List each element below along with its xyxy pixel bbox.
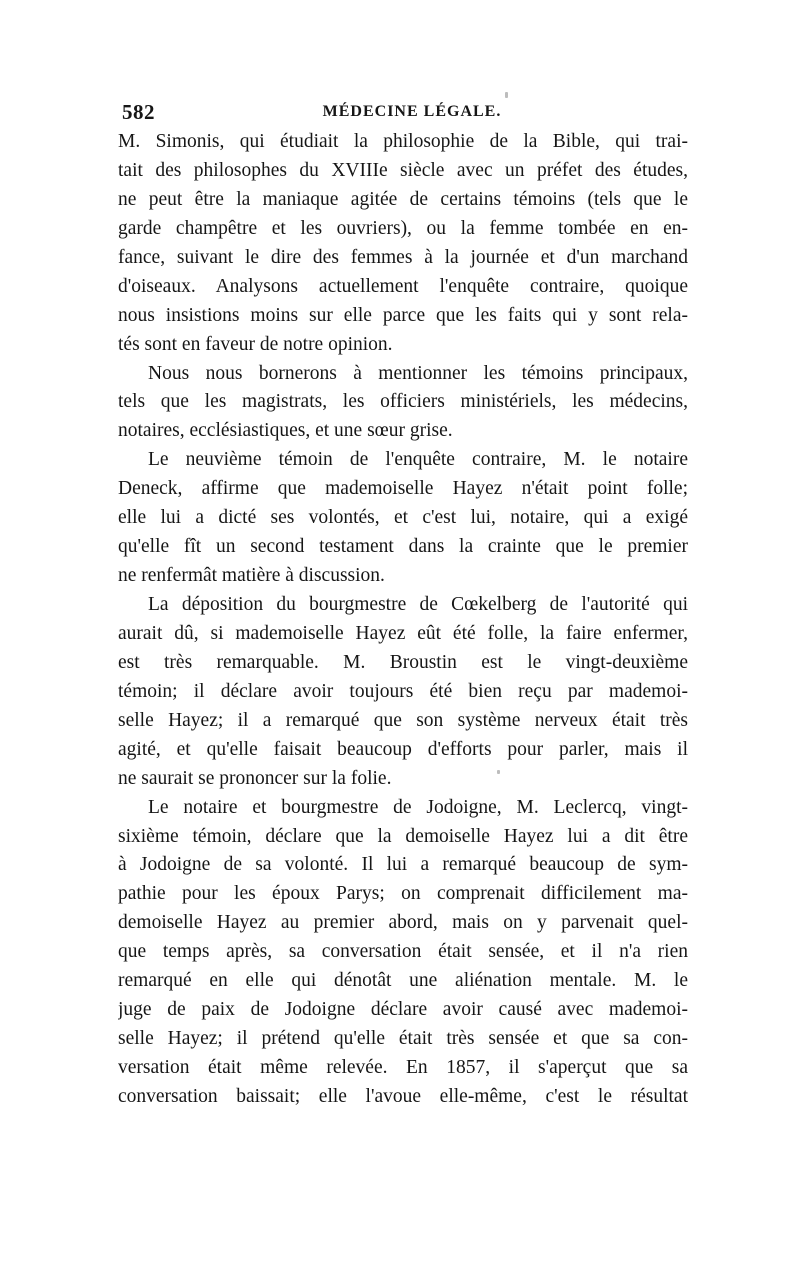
text-line: selle Hayez; il a remarqué que son système nerveux était très bbox=[118, 709, 688, 731]
text-line: elle lui a dicté ses volontés, et c'est lui, notaire, qui a exigé bbox=[118, 507, 688, 529]
text-line: remarqué en elle qui dénotât une aliénation mentale. M. le bbox=[118, 970, 688, 992]
text-line: M. Simonis, qui étudiait la philosophie de la Bible, qui trai- bbox=[118, 131, 688, 152]
text-line: que temps après, sa conversation était sensée, et il n'a rien bbox=[118, 941, 688, 963]
text-line: agité, et qu'elle faisait beaucoup d'efforts pour parler, mais il bbox=[118, 738, 688, 760]
page-header bbox=[122, 100, 682, 130]
text-line: à Jodoigne de sa volonté. Il lui a remarqué beaucoup de sym- bbox=[118, 854, 688, 876]
text-line: selle Hayez; il prétend qu'elle était très sensée et que sa con- bbox=[118, 1028, 688, 1050]
text-line: sixième témoin, déclare que la demoiselle Hayez lui a dit être bbox=[118, 825, 688, 847]
text-line: témoin; il déclare avoir toujours été bien reçu par mademoi- bbox=[118, 680, 688, 702]
text-line: est très remarquable. M. Broustin est le vingt-deuxième bbox=[118, 651, 688, 673]
scan-speck bbox=[505, 92, 508, 98]
text-line: ne renfermât matière à discussion. bbox=[118, 565, 385, 587]
text-line: d'oiseaux. Analysons actuellement l'enquête contraire, quoique bbox=[118, 275, 688, 297]
text-line: La déposition du bourgmestre de Cœkelberg de l'autorité qui bbox=[148, 594, 688, 615]
text-line: demoiselle Hayez au premier abord, mais on y parvenait quel- bbox=[118, 912, 688, 934]
text-line: juge de paix de Jodoigne déclare avoir causé avec mademoi- bbox=[118, 999, 688, 1021]
text-line: notaires, ecclésiastiques, et une sœur grise. bbox=[118, 420, 453, 442]
text-line: tés sont en faveur de notre opinion. bbox=[118, 333, 393, 355]
text-line: nous insistions moins sur elle parce que les faits qui y sont rela- bbox=[118, 304, 688, 326]
text-line: Le notaire et bourgmestre de Jodoigne, M. Leclercq, vingt- bbox=[148, 796, 688, 818]
text-line: garde champêtre et les ouvriers), ou la femme tombée en en- bbox=[118, 217, 688, 239]
scan-speck bbox=[497, 770, 500, 774]
text-line: tait des philosophes du XVIIIe siècle avec un préfet des études, bbox=[118, 159, 688, 181]
text-line: ne peut être la maniaque agitée de certains témoins (tels que le bbox=[118, 188, 688, 210]
text-line: pathie pour les époux Parys; on comprenait difficilement ma- bbox=[118, 883, 688, 905]
text-line: Deneck, affirme que mademoiselle Hayez n'était point folle; bbox=[118, 478, 688, 500]
text-line: qu'elle fît un second testament dans la crainte que le premier bbox=[118, 536, 688, 558]
text-line: aurait dû, si mademoiselle Hayez eût été folle, la faire enfermer, bbox=[118, 622, 688, 644]
text-line: fance, suivant le dire des femmes à la journée et d'un marchand bbox=[118, 246, 688, 268]
text-line: Le neuvième témoin de l'enquête contraire, M. le notaire bbox=[148, 449, 688, 471]
text-line: tels que les magistrats, les officiers ministériels, les médecins, bbox=[118, 391, 688, 413]
text-line: ne saurait se prononcer sur la folie. bbox=[118, 767, 392, 789]
text-line: Nous nous bornerons à mentionner les témoins principaux, bbox=[148, 362, 688, 384]
text-line: versation était même relevée. En 1857, il s'aperçut que sa bbox=[118, 1057, 688, 1078]
body-text bbox=[118, 128, 688, 1112]
text-line: conversation baissait; elle l'avoue elle-même, c'est le résultat bbox=[118, 1085, 688, 1107]
running-title: MÉDECINE LÉGALE. bbox=[322, 103, 502, 120]
page-number: 582 bbox=[122, 100, 155, 124]
